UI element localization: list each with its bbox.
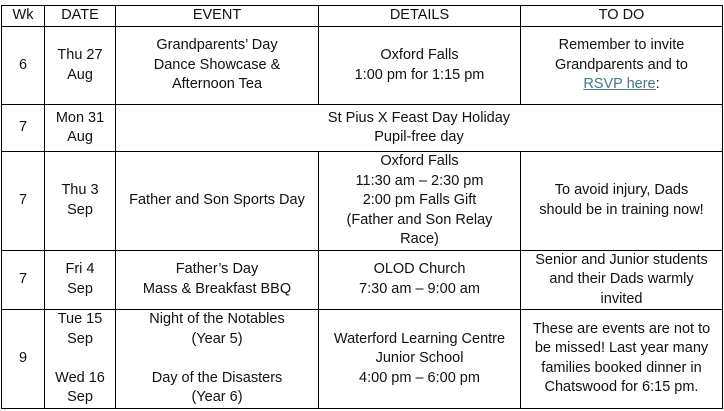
event-cell <box>116 152 319 251</box>
header-todo: TO DO <box>521 6 723 27</box>
todo-cell <box>521 152 723 251</box>
details-line: 2:00 pm Falls Gift <box>362 192 477 208</box>
details-cell <box>319 152 521 251</box>
event-line: (Year 6) <box>191 389 243 405</box>
table-row <box>2 105 723 152</box>
date-line: Thu 3 <box>61 182 99 199</box>
date-line: Fri 4 <box>65 261 95 278</box>
week-cell: 7 <box>2 152 45 251</box>
todo-line: should be in training now! <box>539 201 704 218</box>
date-line: Aug <box>67 66 93 83</box>
header-details: DETAILS <box>319 6 521 27</box>
rsvp-colon: : <box>655 76 660 93</box>
details-line: Race) <box>400 231 439 247</box>
date-line: Aug <box>67 129 93 145</box>
todo-line: families booked dinner in <box>541 359 702 376</box>
event-line: Night of the Notables <box>149 311 285 327</box>
details-line: Junior School <box>375 350 464 366</box>
todo-cell <box>521 250 723 310</box>
week-cell: 7 <box>2 105 45 152</box>
todo-line: and their Dads warmly <box>549 271 694 287</box>
date-cell <box>45 27 116 105</box>
details-line: 7:30 am – 9:00 am <box>359 280 480 297</box>
todo-cell <box>521 310 723 409</box>
date-cell <box>45 152 116 251</box>
date-line: Wed 16 <box>55 369 105 386</box>
todo-line: be missed! Last year many <box>534 340 709 357</box>
date-spacer <box>48 349 112 369</box>
header-date: DATE <box>45 6 116 27</box>
details-cell <box>319 250 521 310</box>
date-line: Thu 27 <box>57 47 103 63</box>
holiday-line: St Pius X Feast Day Holiday <box>327 109 511 126</box>
table-row <box>2 152 723 251</box>
event-line: Father and Son Sports Day <box>129 192 305 208</box>
date-line: Sep <box>67 280 93 297</box>
todo-line: invited <box>600 290 643 307</box>
todo-line: Remember to invite <box>558 37 685 54</box>
todo-cell <box>521 27 723 105</box>
details-line: 1:00 pm for 1:15 pm <box>354 66 485 83</box>
details-line: Oxford Falls <box>380 153 459 169</box>
date-cell <box>45 310 116 409</box>
todo-line: Senior and Junior students <box>535 251 708 268</box>
details-line: Waterford Learning Centre <box>333 330 506 347</box>
event-line: (Year 5) <box>191 330 243 347</box>
table-row <box>2 310 723 409</box>
date-line: Sep <box>67 389 93 405</box>
merged-holiday-cell <box>116 105 723 152</box>
event-cell <box>116 27 319 105</box>
event-line: Afternoon Tea <box>171 76 263 93</box>
event-cell <box>116 250 319 310</box>
date-line: Mon 31 <box>55 109 105 126</box>
event-line: Day of the Disasters <box>151 369 283 386</box>
week-cell: 7 <box>2 250 45 310</box>
todo-line: Grandparents and to <box>554 56 688 73</box>
date-line: Sep <box>67 330 93 347</box>
event-line: Dance Showcase & <box>153 56 281 73</box>
week-cell: 6 <box>2 27 45 105</box>
details-line: (Father and Son Relay <box>346 211 493 228</box>
event-line: Grandparents’ Day <box>156 37 278 54</box>
details-cell <box>319 27 521 105</box>
details-cell <box>319 310 521 409</box>
header-wk: Wk <box>2 6 45 27</box>
details-line: Oxford Falls <box>380 47 459 63</box>
events-table <box>1 5 723 409</box>
todo-line: Chatswood for 6:15 pm. <box>544 379 699 396</box>
date-line: Sep <box>67 201 93 218</box>
todo-line: To avoid injury, Dads <box>554 182 689 199</box>
details-line: 4:00 pm – 6:00 pm <box>359 369 480 386</box>
date-cell <box>45 250 116 310</box>
date-line: Tue 15 <box>57 311 103 327</box>
header-row <box>2 6 723 27</box>
header-event: EVENT <box>116 6 319 27</box>
todo-line <box>524 75 719 95</box>
rsvp-link[interactable]: RSVP here <box>583 76 656 93</box>
event-cell <box>116 310 319 409</box>
event-line: Mass & Breakfast BBQ <box>142 280 292 297</box>
date-cell <box>45 105 116 152</box>
table-row <box>2 250 723 310</box>
details-line: 11:30 am – 2:30 pm <box>355 172 484 189</box>
table-row <box>2 27 723 105</box>
week-cell: 9 <box>2 310 45 409</box>
event-spacer <box>119 349 315 369</box>
event-line: Father’s Day <box>175 261 259 278</box>
todo-line: These are events are not to <box>532 320 711 337</box>
holiday-line: Pupil-free day <box>374 129 464 145</box>
details-line: OLOD Church <box>373 261 466 278</box>
